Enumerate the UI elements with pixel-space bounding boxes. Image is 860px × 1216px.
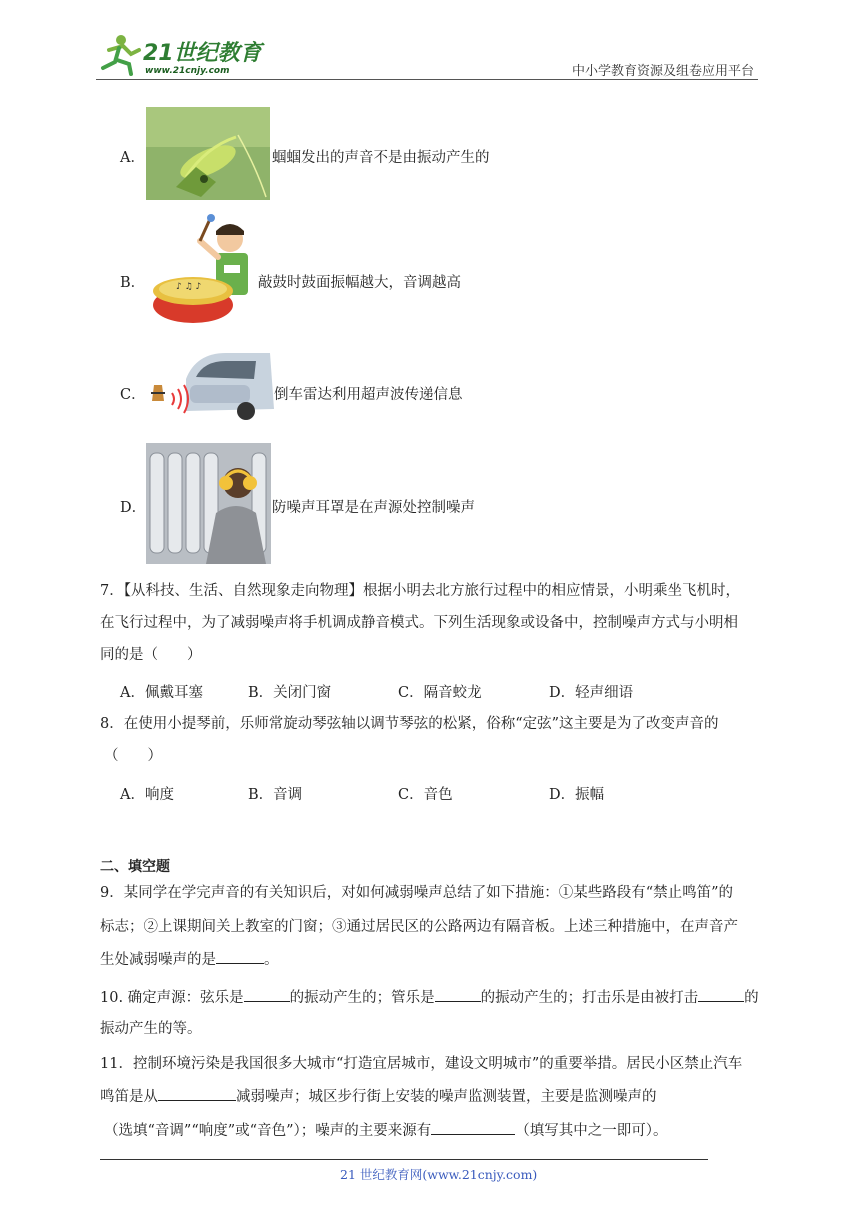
q10-blank-2[interactable]: [435, 987, 481, 1002]
svg-text:www.21cnjy.com: www.21cnjy.com: [145, 66, 230, 76]
q9-line3: [100, 943, 279, 977]
q11-text-b: 减弱噪声；城区步行街上安装的噪声监测装置，主要是监测噪声的: [236, 1089, 657, 1105]
footer-divider: [100, 1159, 708, 1160]
option-d-label: D．: [120, 500, 147, 516]
q10-text-a: 10. 确定声源：弦乐是: [100, 990, 244, 1006]
q11-line1: 11．控制环境污染是我国很多大城市“打造宜居城市，建设文明城市”的重要举措。居民小区禁止汽车: [100, 1056, 743, 1072]
q7-line3: 同的是（ ）: [100, 647, 202, 663]
car-radar-image: [146, 349, 274, 421]
q11-blank-1[interactable]: [158, 1086, 236, 1101]
option-a-label: A．: [120, 150, 145, 166]
q9-line1: 9．某同学在学完声音的有关知识后，对如何减弱噪声总结了如下措施：①某些路段有“禁止鸣笛”的: [100, 885, 734, 901]
q9-line3-text: 生处减弱噪声的是: [100, 952, 216, 968]
q10-blank-3[interactable]: [698, 987, 744, 1002]
q11-text-c: （选填“音调”“响度”或“音色”）；噪声的主要来源有: [104, 1123, 432, 1139]
q7-option-b: B．关闭门窗: [248, 685, 332, 701]
q7-line1: 7．【从科技、生活、自然现象走向物理】根据小明去北方旅行过程中的相应情景，小明乘坐飞机时，: [100, 583, 740, 599]
site-logo: [95, 30, 265, 78]
q7-option-d: D．轻声细语: [549, 685, 634, 701]
grasshopper-image: [146, 107, 270, 200]
q9-line2: 标志；②上课期间关上教室的门窗；③通过居民区的公路两边有隔音板。上述三种措施中，在声音产: [100, 919, 738, 935]
q10-text-d: 的: [744, 990, 759, 1006]
q8-option-b: B．音调: [248, 787, 303, 803]
q11-blank-2[interactable]: [431, 1120, 515, 1135]
q7-line2: 在飞行过程中，为了减弱噪声将手机调成静音模式。下列生活现象或设备中，控制噪声方式与小明相: [100, 615, 738, 631]
q8-option-a: A．响度: [120, 787, 174, 803]
q8-option-d: D．振幅: [549, 787, 605, 803]
q8-line1: 8．在使用小提琴前，乐师常旋动琴弦轴以调节琴弦的松紧，俗称“定弦”这主要是为了改变声音的: [100, 716, 719, 732]
runner-icon: [103, 35, 139, 74]
option-b-text: 敲鼓时鼓面振幅越大，音调越高: [258, 275, 461, 291]
q9-blank[interactable]: [216, 949, 264, 964]
q8-line2: （ ）: [104, 748, 162, 764]
q11-text-d: （填写其中之一即可）。: [515, 1123, 668, 1139]
option-c-text: 倒车雷达利用超声波传递信息: [274, 387, 463, 403]
svg-text:21世纪教育: 21世纪教育: [143, 41, 262, 66]
header-divider: [96, 79, 758, 80]
q7-option-a: A．佩戴耳塞: [120, 685, 203, 701]
q10-blank-1[interactable]: [244, 987, 290, 1002]
drum-boy-image: [148, 213, 258, 327]
option-a-text: 蝈蝈发出的声音不是由振动产生的: [272, 150, 490, 166]
q8-option-c: C．音色: [398, 787, 453, 803]
section-title: 二、填空题: [100, 859, 170, 875]
earmuff-worker-image: [146, 443, 271, 564]
platform-name: 中小学教育资源及组卷应用平台: [572, 64, 755, 79]
q10-text-c: 的振动产生的；打击乐是由被打击: [480, 990, 699, 1006]
svg-text:♪ ♫ ♪: ♪ ♫ ♪: [176, 282, 202, 292]
option-d-text: 防噪声耳罩是在声源处控制噪声: [272, 500, 475, 516]
q11-line3: [104, 1114, 667, 1148]
footer-text[interactable]: 21 世纪教育网(www.21cnjy.com): [340, 1167, 538, 1182]
q10-line2: 振动产生的等。: [100, 1021, 202, 1037]
q11-line2: [100, 1080, 657, 1114]
q7-option-c: C．隔音蛟龙: [398, 685, 482, 701]
q10-line1: [100, 981, 759, 1015]
option-c-label: C．: [120, 387, 146, 403]
q10-text-b: 的振动产生的；管乐是: [289, 990, 435, 1006]
option-b-label: B．: [120, 275, 146, 291]
q11-text-a: 鸣笛是从: [100, 1089, 158, 1105]
q9-line3-end: 。: [264, 952, 279, 968]
